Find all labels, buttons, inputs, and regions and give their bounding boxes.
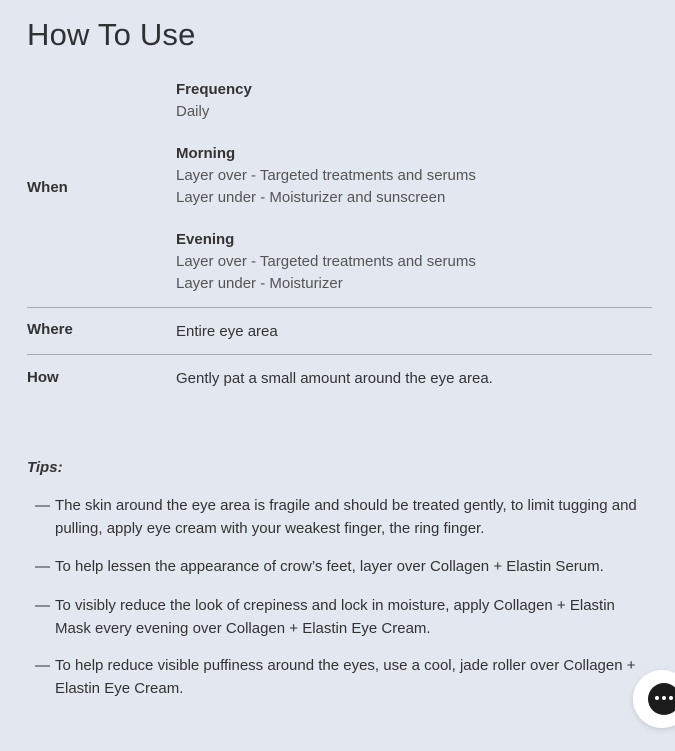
dash-bullet: — (35, 597, 50, 614)
tip-text: The skin around the eye area is fragile and should be treated gently, to limit tugging and pulling, apply eye cream with your weakest finger, the ring finger. (55, 497, 637, 537)
where-value: Entire eye area (176, 323, 278, 340)
tip-item (35, 494, 650, 540)
divider (27, 307, 652, 308)
morning-line-2: Layer under - Moisturizer and sunscreen (176, 189, 446, 206)
tip-item (35, 555, 650, 578)
dash-bullet: — (35, 657, 50, 674)
chat-icon (648, 683, 675, 715)
page-title: How To Use (27, 17, 196, 52)
morning-line-1: Layer over - Targeted treatments and serums (176, 167, 476, 184)
evening-line-1: Layer over - Targeted treatments and serums (176, 253, 476, 270)
how-label: How (27, 369, 59, 386)
tip-text: To visibly reduce the look of crepiness and lock in moisture, apply Collagen + Elastin Mask every evening over Collagen + Elastin Eye Cream. (55, 597, 615, 637)
divider (27, 354, 652, 355)
where-label: Where (27, 321, 73, 338)
how-value: Gently pat a small amount around the eye area. (176, 370, 493, 387)
tip-item (35, 654, 650, 700)
morning-group (176, 143, 476, 209)
evening-group (176, 229, 476, 295)
dash-bullet: — (35, 497, 50, 514)
evening-line-2: Layer under - Moisturizer (176, 275, 343, 292)
tips-title: Tips: (27, 459, 63, 476)
when-label: When (27, 179, 68, 196)
morning-title: Morning (176, 145, 236, 162)
tip-text: To help reduce visible puffiness around the eyes, use a cool, jade roller over Collagen + Elastin Eye Cream. (55, 657, 636, 697)
frequency-value: Daily (176, 103, 210, 120)
dash-bullet: — (35, 558, 50, 575)
evening-title: Evening (176, 231, 235, 248)
tip-item (35, 594, 650, 640)
frequency-group (176, 79, 252, 123)
tip-text: To help lessen the appearance of crow’s feet, layer over Collagen + Elastin Serum. (55, 558, 604, 575)
frequency-title: Frequency (176, 81, 252, 98)
